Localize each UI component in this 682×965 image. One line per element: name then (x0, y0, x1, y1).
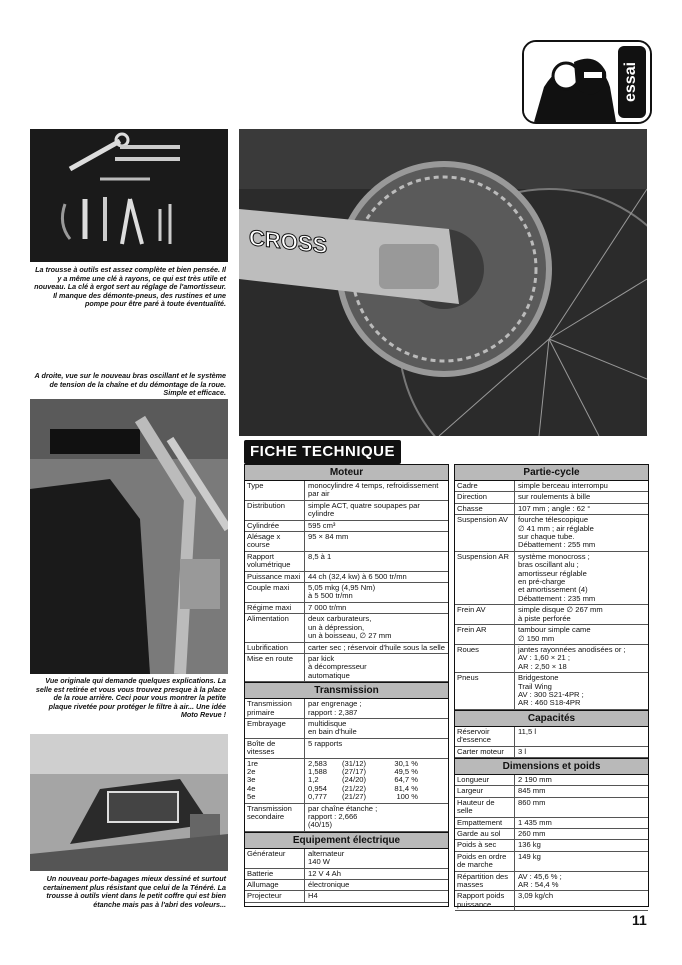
table-row (455, 798, 648, 818)
gear-p: 81,4 % (394, 783, 418, 793)
row-key: Suspension AV (455, 515, 515, 551)
row-key: Cylindrée (245, 521, 305, 531)
table-row (455, 840, 648, 851)
row-key: Mise en route (245, 654, 305, 681)
table-row (455, 786, 648, 797)
table-row (245, 614, 448, 642)
table-row (245, 699, 448, 719)
caption-seat: Vue originale qui demande quelques explications. La selle est retirée et vous vous trouvez presque à la place de la roue arrière. Ceci pour vous montrer la petite plaque rivetée pour protéger le filtre à air... Une idée Moto Revue ! (35, 676, 226, 720)
gears-row (245, 759, 448, 804)
caption-tools: La trousse à outils est assez complète et bien pensée. Il y a même une clé à rayons, ce qui est très utile et nouveau. La clé à ergot sert au réglage de l'amortisseur. Il manque des démonte-pneus, des rustines et une pompe pour être paré à toute éventualité. (34, 265, 226, 309)
row-value: 860 mm (518, 797, 546, 807)
table-row (455, 645, 648, 673)
row-value: 845 mm (518, 786, 546, 796)
gear-r: 2,583 (308, 758, 328, 768)
section-capacites: Capacités (455, 710, 648, 727)
row-key: Longueur (455, 775, 515, 785)
row-key: Lubrification (245, 643, 305, 653)
gear-r: 1,588 (308, 766, 328, 776)
capacites-rows (455, 727, 648, 758)
row-value: alternateur 140 W (308, 848, 345, 867)
row-value: 595 cm³ (308, 520, 336, 530)
row-value: tambour simple came ∅ 150 mm (518, 625, 591, 643)
row-value: 8,5 à 1 (308, 551, 332, 561)
table-row (245, 481, 448, 501)
row-value: 11,5 l (518, 726, 537, 736)
row-key: Distribution (245, 501, 305, 520)
gear-label: 1re (247, 758, 258, 768)
row-key: Suspension AR (455, 552, 515, 604)
section-moteur: Moteur (245, 465, 448, 481)
swingarm-photo (239, 129, 647, 436)
row-key: Générateur (245, 849, 305, 868)
table-row (245, 891, 448, 902)
table-row (245, 572, 448, 583)
table-row (455, 625, 648, 645)
fiche-title (244, 440, 401, 464)
row-key: Embrayage (245, 719, 305, 738)
row-value: H4 (308, 891, 318, 901)
partie-cycle-rows (455, 481, 648, 710)
dimensions-rows (455, 775, 648, 911)
row-key: Couple maxi (245, 583, 305, 602)
gear-values (305, 759, 448, 803)
gear-label: 2e (247, 766, 256, 776)
row-value: 12 V 4 Ah (308, 868, 341, 878)
row-value: simple ACT, quatre soupapes par cylindre (308, 500, 420, 519)
gear-t: (24/20) (342, 775, 367, 785)
table-row (455, 605, 648, 625)
row-key: Transmission secondaire (245, 804, 305, 831)
gear-line (308, 776, 445, 784)
seat-photo (30, 399, 228, 674)
row-value: 5,05 mkg (4,95 Nm) à 5 500 tr/mn (308, 583, 376, 601)
row-key: Alimentation (245, 614, 305, 641)
row-key: Puissance maxi (245, 572, 305, 582)
row-value: par kick à décompresseur automatique (308, 653, 367, 680)
table-row (455, 872, 648, 892)
table-row (245, 719, 448, 739)
table-row (455, 775, 648, 786)
row-value: sur roulements à bille (518, 492, 591, 502)
row-key: Allumage (245, 880, 305, 890)
row-value: 149 kg (518, 851, 541, 861)
section-electrique: Equipement électrique (245, 832, 448, 849)
row-value: 260 mm (518, 829, 546, 838)
row-value: par chaîne étanche ; rapport : 2,666 (40/15) (308, 803, 378, 830)
caption-swingarm: A droite, vue sur le nouveau bras oscillant et le système de tension de la chaîne et du démontage de la roue. Simple et efficace. (34, 371, 226, 398)
gear-p: 49,5 % (394, 766, 418, 776)
row-value: 7 000 tr/mn (308, 602, 347, 612)
gear-t: (21/27) (342, 792, 367, 802)
row-value: simple disque ∅ 267 mm à piste perforée (518, 605, 603, 623)
row-key: Empattement (455, 818, 515, 828)
table-row (455, 727, 648, 747)
row-key: Batterie (245, 869, 305, 879)
row-key: Répartition des masses (455, 872, 515, 891)
row-key: Réservoir d'essence (455, 727, 515, 746)
row-value: Bridgestone Trail Wing AV : 300 S21-4PR ; AR : 460 S18-4PR (518, 673, 584, 708)
table-row (455, 673, 648, 710)
row-key: Largeur (455, 786, 515, 796)
gear-names (245, 759, 305, 803)
row-key: Frein AR (455, 625, 515, 644)
gear-t: (31/12) (342, 758, 367, 768)
table-row (455, 492, 648, 503)
table-row (455, 504, 648, 515)
rack-photo (30, 734, 228, 871)
gear-line (308, 793, 445, 801)
table-row (245, 583, 448, 603)
row-key: Carter moteur (455, 747, 515, 757)
table-row (455, 747, 648, 758)
table-row (455, 515, 648, 552)
table-row (245, 869, 448, 880)
table-row (245, 552, 448, 572)
tools-image (30, 129, 228, 262)
row-key: Direction (455, 492, 515, 502)
row-value: par engrenage ; rapport : 2,387 (308, 699, 362, 717)
row-key: Régime maxi (245, 603, 305, 613)
row-value: 107 mm ; angle : 62 ° (518, 503, 591, 513)
row-value: 44 ch (32,4 kw) à 6 500 tr/mn (308, 571, 407, 581)
gear-p: 64,7 % (394, 775, 418, 785)
fiche-title-text: FICHE TECHNIQUE (250, 443, 396, 460)
row-value: 1 435 mm (518, 817, 552, 827)
swingarm-image (239, 129, 647, 436)
row-key: Type (245, 481, 305, 500)
essai-logo (522, 40, 652, 124)
table-row (455, 481, 648, 492)
row-value: 3 l (518, 746, 527, 756)
row-value: jantes rayonnées anodisées or ; AV : 1,60 × 21 ; AR : 2,50 × 18 (518, 644, 626, 671)
gear-r: 1,2 (308, 775, 319, 785)
table-row (245, 603, 448, 614)
row-value: simple berceau interrompu (518, 481, 608, 490)
row-value: 3,09 kg/ch (518, 891, 554, 901)
table-row (245, 849, 448, 869)
transmission-rows (245, 699, 448, 758)
gear-t: (21/22) (342, 783, 367, 793)
table-row (245, 643, 448, 654)
row-key: Rapport volumétrique (245, 552, 305, 571)
spec-sheet-right (454, 464, 649, 907)
table-row (455, 891, 648, 911)
row-key: Alésage x course (245, 532, 305, 551)
moteur-rows (245, 481, 448, 682)
logo-text: essai (622, 61, 639, 103)
row-key: Rapport poids puissance (455, 891, 515, 910)
gear-line (308, 768, 445, 776)
gear-p: 30,1 % (394, 758, 418, 768)
row-key: Pneus (455, 673, 515, 709)
caption-rack: Un nouveau porte-bagages mieux dessiné et surtout certainement plus résistant que celui de la Ténéré. La trousse à outils vient dans le petit coffre qui est bien étanche mais pas à l'abri des voleurs... (43, 874, 226, 909)
row-key: Poids à sec (455, 840, 515, 850)
row-key: Garde au sol (455, 829, 515, 839)
table-row (455, 829, 648, 840)
row-key: Projecteur (245, 891, 305, 901)
row-value: AV : 45,6 % ; AR : 54,4 % (518, 871, 562, 890)
section-dimensions: Dimensions et poids (455, 758, 648, 775)
table-row (245, 880, 448, 891)
table-row (455, 552, 648, 605)
row-key: Roues (455, 645, 515, 672)
row-key: Chasse (455, 504, 515, 514)
swingarm-label: CROSS (249, 224, 328, 259)
seat-image (30, 399, 228, 674)
gear-r: 0,777 (308, 792, 328, 802)
rack-image (30, 734, 228, 871)
electrique-rows (245, 849, 448, 903)
table-row (245, 521, 448, 532)
row-value: carter sec ; réservoir d'huile sous la selle (308, 642, 445, 652)
row-value: 5 rapports (308, 738, 343, 748)
row-value: 136 kg (518, 840, 541, 850)
row-value: fourche télescopique ∅ 41 mm ; air réglable sur chaque tube. Débattement : 255 mm (518, 515, 596, 550)
row-value: électronique (308, 880, 350, 890)
gear-line (308, 760, 445, 768)
table-row (455, 852, 648, 872)
table-row (245, 501, 448, 521)
row-key: Hauteur de selle (455, 798, 515, 817)
gear-t: (27/17) (342, 766, 367, 776)
gear-r: 0,954 (308, 783, 328, 793)
gear-label: 3e (247, 775, 256, 785)
row-value: multidisque en bain d'huile (308, 718, 357, 737)
row-key: Poids en ordre de marche (455, 852, 515, 871)
gear-label: 4e (247, 783, 256, 793)
table-row (455, 818, 648, 829)
row-key: Transmission primaire (245, 699, 305, 718)
row-value: 95 × 84 mm (308, 532, 349, 542)
row-key: Boîte de vitesses (245, 739, 305, 758)
gear-p: 100 % (396, 792, 418, 802)
table-row (245, 804, 448, 832)
row-value: 2 190 mm (518, 774, 552, 784)
table-row (245, 532, 448, 552)
gear-line (308, 785, 445, 793)
row-key: Frein AV (455, 605, 515, 624)
gear-label: 5e (247, 792, 256, 802)
row-value: deux carburateurs, un à dépression, un à boisseau, ∅ 27 mm (308, 614, 392, 641)
tools-photo (30, 129, 228, 262)
spec-sheet-left (244, 464, 449, 907)
table-row (245, 739, 448, 759)
section-transmission: Transmission (245, 682, 448, 699)
row-value: monocylindre 4 temps, refroidissement par air (308, 481, 439, 499)
row-key: Cadre (455, 481, 515, 491)
section-partie-cycle: Partie-cycle (455, 465, 648, 481)
row-value: système monocross ; bras oscillant alu ; amortisseur réglable en pré-charge et amortissement (4) Débattement : 235 mm (518, 551, 596, 603)
table-row (245, 654, 448, 682)
page-number: 11 (632, 912, 647, 928)
